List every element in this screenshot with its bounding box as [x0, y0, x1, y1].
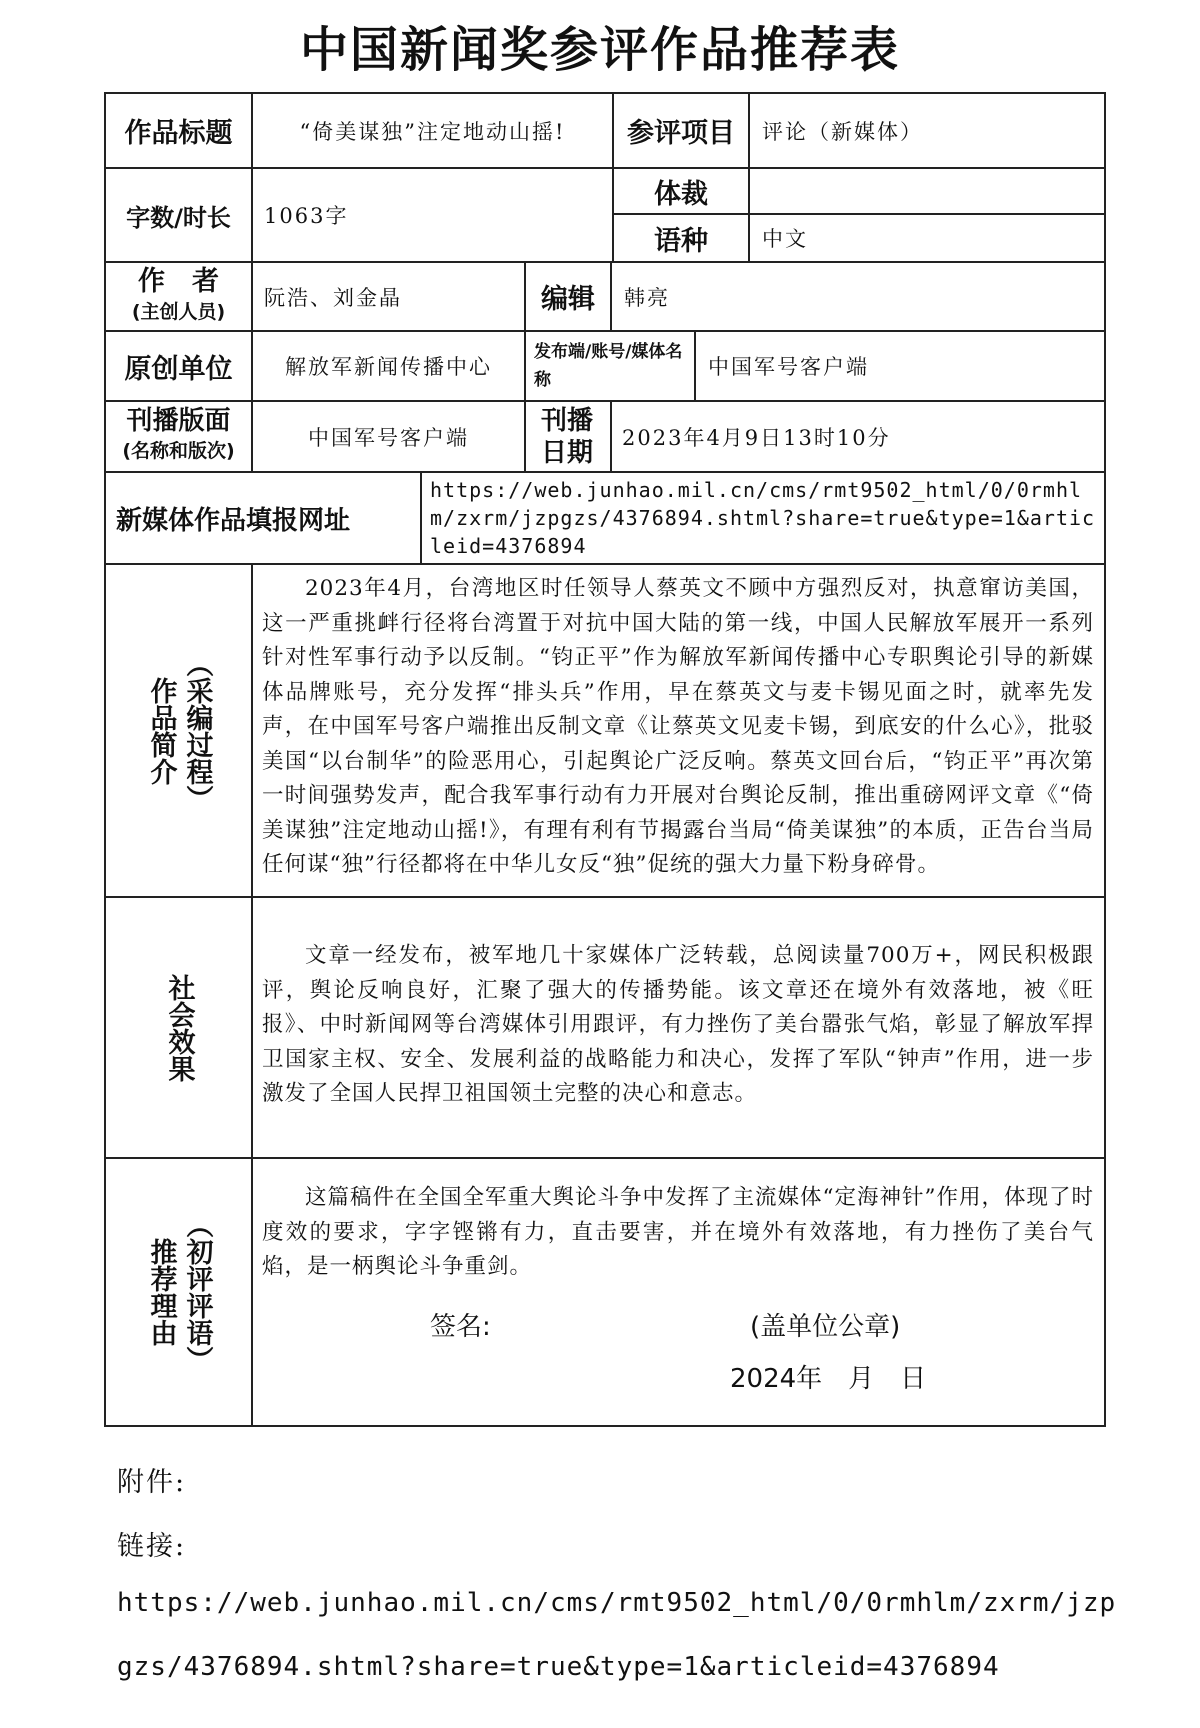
category-label: 参评项目 [627, 118, 735, 149]
work-title-value: “倚美谋独”注定地动山摇! [299, 119, 566, 144]
editor-value: 韩亮 [624, 285, 670, 310]
layout-label: 刊播版面 [126, 406, 231, 436]
effect-text: 文章一经发布，被军地几十家媒体广泛转载，总阅读量700万+，网民积极跟评，舆论反响良好，汇聚了强大的传播势能。该文章还在境外有效落地，被《旺报》、中时新闻网等台湾媒体引用跟评，有力挫伤了美台嚣张气焰，彰显了解放军捍卫国家主权、安全、发展利益的战略能力和决心，发挥了军队“钟声”作用，进一步激发了全国人民捍卫祖国领土完整的决心和意志。 [262, 943, 1094, 1106]
url-label: 新媒体作品填报网址 [116, 505, 351, 536]
layout-value: 中国军号客户端 [308, 425, 469, 450]
date-value: 2023年4月9日13时10分 [622, 425, 891, 450]
language-label: 语种 [654, 225, 708, 257]
link-line-1[interactable]: https://web.junhao.mil.cn/cms/rmt9502_html/0/0rmhlm/zxrm/jzp [117, 1588, 1117, 1618]
table-rule [104, 1425, 1106, 1427]
table-rule [251, 563, 253, 1427]
reason-label-cell [106, 1159, 251, 1425]
link-line-2[interactable]: gzs/4376894.shtml?share=true&type=1&articleid=4376894 [117, 1652, 1000, 1682]
table-rule [104, 1157, 1106, 1159]
table-rule [610, 261, 612, 332]
attachment-label: 附件: [117, 1467, 187, 1498]
author-label-cell [106, 263, 251, 330]
signature-label: 签名: [430, 1312, 491, 1342]
effect-label: 社会效果 [163, 973, 195, 1082]
process-label-cell [106, 565, 251, 896]
unit-label: 原创单位 [124, 353, 233, 385]
url-value[interactable]: https://web.junhao.mil.cn/cms/rmt9502_html/0/0rmhlm/zxrm/jzpgzs/4376894.shtml?share=true&type=1&articleid=4376894 [430, 478, 1096, 558]
process-text: 2023年4月，台湾地区时任领导人蔡英文不顾中方强烈反对，执意窜访美国，这一严重挑衅行径将台湾置于对抗中国大陆的第一线，中国人民解放军展开一系列针对性军事行动予以反制。“钧正平”作为解放军新闻传播中心专职舆论引导的新媒体品牌账号，充分发挥“排头兵”作用，早在蔡英文与麦卡锡见面之时，就率先发声，在中国军号客户端推出反制文章《让蔡英文见麦卡锡，到底安的什么心》，批驳美国“以台制华”的险恶用心，引起舆论广泛反响。蔡英文回台后，“钧正平”再次第一时间强势发声，配合我军事行动有力开展对台舆论反制，推出重磅网评文章《“倚美谋独”注定地动山摇!》，有理有利有节揭露台当局“倚美谋独”的本质，正告台当局任何谋“独”行径都将在中华儿女反“独”促统的强大力量下粉身碎骨。 [262, 576, 1094, 877]
length-label: 字数/时长 [126, 203, 231, 232]
reason-label: （初评评语）推荐理由 [145, 1211, 213, 1373]
effect-label-cell [106, 898, 251, 1157]
author-label: 作 者 [138, 266, 219, 297]
length-value: 1063字 [264, 204, 349, 228]
editor-label: 编辑 [541, 284, 595, 315]
work-title-label: 作品标题 [124, 118, 233, 149]
table-rule [1104, 92, 1106, 1427]
sign-date: 2024年 月 日 [730, 1364, 927, 1394]
author-value: 阮浩、刘金晶 [264, 285, 402, 310]
layout-sublabel: (名称和版次) [122, 440, 235, 462]
table-rule [610, 400, 612, 473]
table-rule [104, 563, 1106, 565]
language-value: 中文 [762, 227, 808, 251]
page-title: 中国新闻奖参评作品推荐表 [299, 22, 900, 78]
genre-label: 体裁 [654, 178, 708, 210]
date-label: 刊播日期 [540, 405, 593, 468]
platform-value: 中国军号客户端 [708, 355, 869, 379]
table-rule [104, 896, 1106, 898]
process-label: （采编过程）作品简介 [145, 649, 213, 812]
platform-label: 发布端/账号/媒体名称 [534, 342, 683, 390]
reason-text: 这篇稿件在全国全军重大舆论斗争中发挥了主流媒体“定海神针”作用，体现了时度效的要求，字字铿锵有力，直击要害，并在境外有效落地，有力挫伤了美台气焰，是一柄舆论斗争重剑。 [262, 1185, 1094, 1279]
category-value: 评论（新媒体） [762, 119, 923, 144]
author-sublabel: (主创人员) [131, 301, 226, 323]
seal-label: (盖单位公章) [750, 1312, 901, 1342]
layout-label-cell [106, 402, 251, 471]
genre-value [762, 169, 1102, 213]
unit-value: 解放军新闻传播中心 [285, 355, 492, 379]
link-label: 链接: [117, 1531, 187, 1562]
table-rule [420, 471, 422, 565]
table-rule [748, 92, 750, 263]
table-rule [694, 330, 696, 402]
